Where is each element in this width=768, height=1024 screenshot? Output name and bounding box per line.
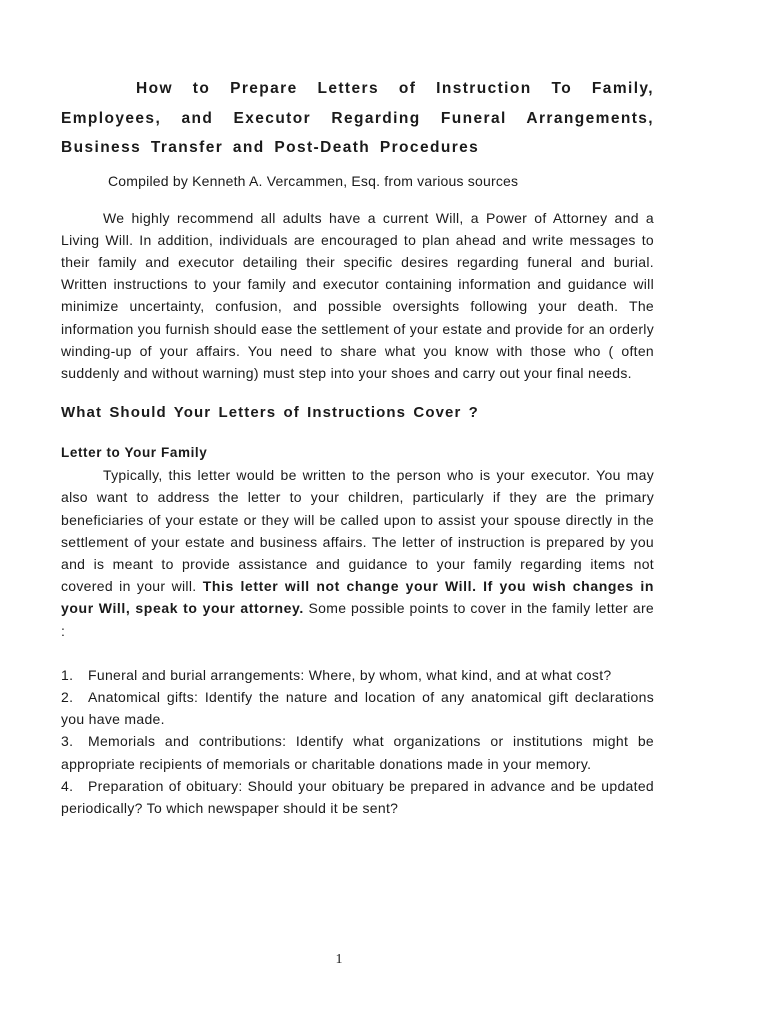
list-item bbox=[61, 775, 654, 819]
section-heading: What Should Your Letters of Instructions Cover ? bbox=[61, 404, 479, 422]
document-content bbox=[61, 74, 654, 819]
page-number: 1 bbox=[335, 952, 343, 967]
list-item-text: Preparation of obituary: Should your obituary be prepared in advance and be updated periodically? To which newspaper should it be sent? bbox=[61, 777, 654, 816]
list-item-text: Anatomical gifts: Identify the nature and location of any anatomical gift declarations you have made. bbox=[61, 688, 654, 728]
list-item-number: 2. bbox=[61, 688, 74, 705]
family-letter-text-part2: Some possible points to cover in the family letter are : bbox=[61, 600, 654, 639]
family-letter-bold-text: This letter will not change your Will. If you wish changes in your Will, speak to your attorney. bbox=[61, 578, 654, 617]
compiled-by-line: Compiled by Kenneth A. Vercammen, Esq. from various sources bbox=[108, 172, 519, 189]
intro-paragraph: We highly recommend all adults have a current Will, a Power of Attorney and a Living Will. In addition, individuals are encouraged to plan ahead and write messages to their family and executor detailing their specific desires regarding funeral and burial. Written instructions to your family and executor containing information and guidance will minimize uncertainty, confusion, and possible oversights following your death. The information you furnish should ease the settlement of your estate and provide for an orderly winding-up of your affairs. You need to share what you know with those who ( often suddenly and without warning) must step into your shoes and carry out your final needs. bbox=[61, 209, 654, 381]
list-item bbox=[61, 664, 654, 686]
family-letter-paragraph bbox=[61, 464, 654, 642]
family-letter-points-list bbox=[61, 664, 654, 819]
family-letter-text-part1: Typically, this letter would be written to the person who is your executor. You may also want to address the letter to your children, particularly if they are the primary beneficiaries of your estate or they will be called upon to assist your spouse directly in the settlement of your estate and business affairs. The letter of instruction is prepared by you and is meant to provide assistance and guidance to your family regarding items not covered in your will. bbox=[61, 467, 654, 595]
list-item-text: Memorials and contributions: Identify what organizations or institutions might be appropriate recipients of memorials or charitable donations made in your memory. bbox=[61, 733, 654, 772]
list-item bbox=[61, 730, 654, 774]
list-item bbox=[61, 686, 654, 730]
list-item-number: 4. bbox=[61, 777, 74, 794]
list-item-number: 1. bbox=[61, 666, 74, 683]
document-title: How to Prepare Letters of Instruction To Family, Employees, and Executor Regarding Funeral Arrangements, Business Transfer and Post-Death Procedures bbox=[61, 80, 654, 156]
list-item-text: Funeral and burial arrangements: Where, by whom, what kind, and at what cost? bbox=[88, 666, 612, 683]
family-letter-heading: Letter to Your Family bbox=[61, 445, 208, 461]
list-item-number: 3. bbox=[61, 733, 74, 750]
